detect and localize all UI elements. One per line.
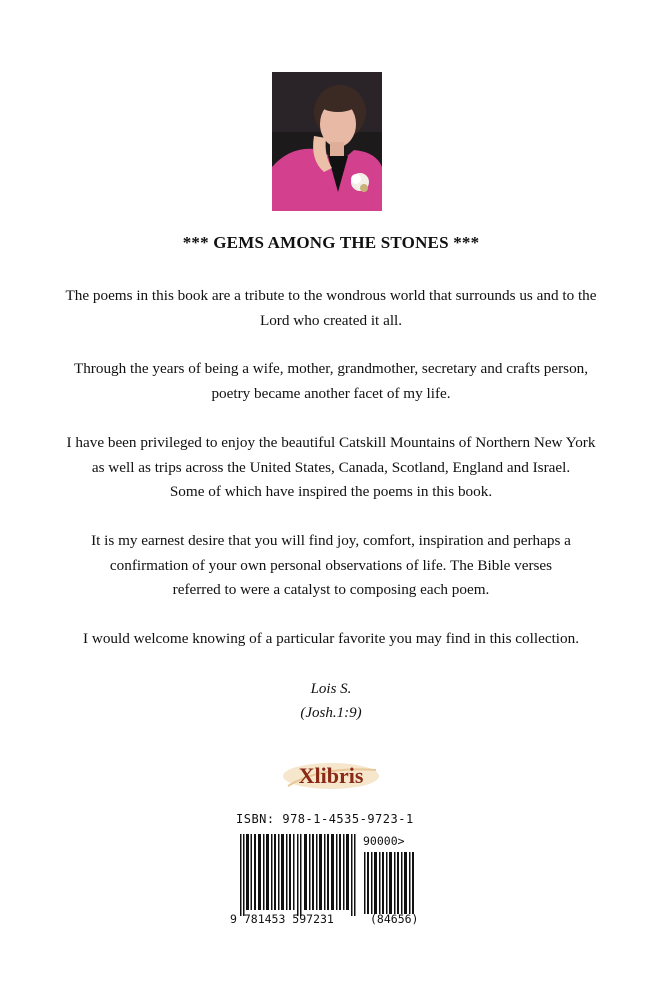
paragraph-line: Lord who created it all. (259, 311, 403, 329)
paragraph-tribute (30, 284, 632, 333)
paragraph-travels (30, 431, 632, 505)
paragraph-favorite (30, 627, 632, 652)
paragraph-desire (30, 529, 632, 603)
addon-digits: (84656) (370, 912, 419, 926)
paragraph-line: confirmation of your own personal observations of life. The Bible verses (109, 556, 553, 574)
paragraph-line: I would welcome knowing of a particular favorite you may find in this collection. (83, 630, 579, 647)
paragraph-line: The poems in this book are a tribute to the wondrous world that surrounds us and to the (65, 287, 597, 304)
barcode-bars (240, 834, 360, 916)
paragraph-years (30, 357, 632, 406)
signature (0, 677, 662, 725)
book-title: *** GEMS AMONG THE STONES *** (182, 233, 480, 252)
paragraph-line: poetry became another facet of my life. (211, 384, 451, 402)
publisher-logo (280, 760, 382, 792)
paragraph-line: Through the years of being a wife, mother, grandmother, secretary and crafts person, (73, 360, 589, 377)
paragraph-line: I have been privileged to enjoy the beautiful Catskill Mountains of Northern New York (66, 434, 596, 451)
paragraph-line: referred to were a catalyst to composing each poem. (172, 581, 490, 598)
signature-name: Lois S. (310, 681, 352, 697)
addon-bars (364, 852, 416, 914)
signature-verse: (Josh.1:9) (300, 705, 362, 721)
publisher-logo-text: Xlibris (298, 763, 364, 788)
paragraph-line: as well as trips across the United States, Canada, Scotland, England and Israel. (91, 458, 571, 476)
paragraph-line: It is my earnest desire that you will find joy, comfort, inspiration and perhaps a (91, 532, 571, 549)
isbn-barcode (230, 812, 430, 930)
price-code: 90000> (363, 834, 405, 848)
isbn-label: ISBN: 978-1-4535-9723-1 (236, 812, 414, 826)
barcode-digits: 9 781453 597231 (230, 912, 334, 926)
author-photo (272, 72, 382, 211)
paragraph-line: Some of which have inspired the poems in this book. (169, 483, 493, 500)
